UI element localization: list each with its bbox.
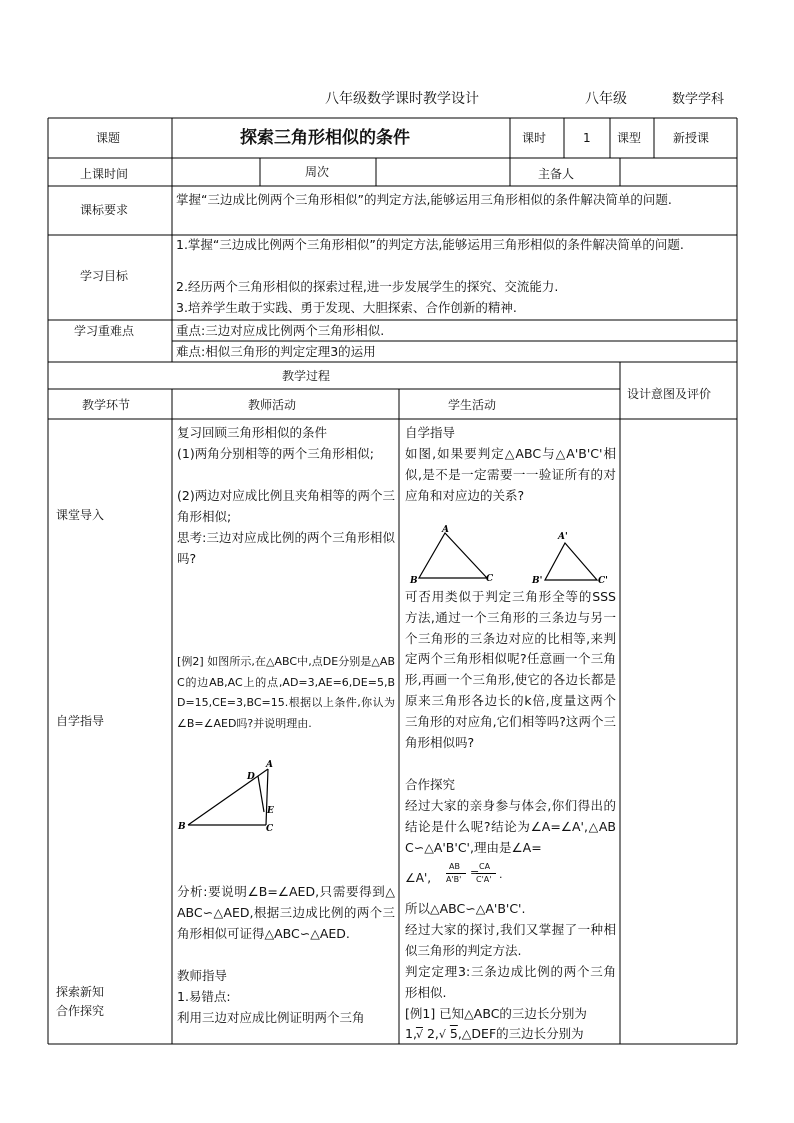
- frac1-num: AB: [449, 862, 460, 871]
- preparer-label: 主备人: [538, 167, 575, 181]
- class-time-label: 上课时间: [80, 167, 129, 181]
- fig3-label-c: C: [266, 824, 274, 834]
- student-example-1-cont: 1,√ 2,√ 5,△DEF的三边长分别为: [405, 1026, 584, 1041]
- student-question: 如图,如果要判定△ABC与△A'B'C'相似,是不是一定需要一一验证所有的对应角和对应边的关系?: [405, 446, 616, 503]
- hours-label: 课时: [522, 131, 547, 145]
- week-label: 周次: [305, 165, 330, 179]
- fig2-label-a: A': [558, 532, 568, 542]
- frac2-den: C'A': [476, 875, 492, 884]
- figure-triangle-ade: [174, 755, 284, 837]
- fig1-label-c: C: [486, 574, 494, 584]
- fig3-label-d: D: [247, 772, 255, 782]
- frac-eq: =: [470, 866, 480, 879]
- theorem-3: 判定定理3:三条边成比例的两个三角形相似.: [405, 964, 616, 1000]
- subject: 数学学科: [672, 92, 725, 107]
- goals-label: 学习目标: [80, 269, 129, 283]
- topic-label: 课题: [96, 131, 121, 145]
- fraction-expression: [446, 862, 516, 890]
- student-self-study: 自学指导: [405, 425, 456, 440]
- type-label: 课型: [617, 131, 642, 145]
- goal-3: 3.培养学生敢于实践、勇于发现、大胆探索、合作创新的精神.: [176, 300, 517, 315]
- process-label: 教学过程: [282, 369, 331, 383]
- fig3-label-e: E: [267, 806, 274, 816]
- student-summary: 经过大家的探讨,我们又掌握了一种相似三角形的判定方法.: [405, 922, 616, 958]
- hours-value: 1: [583, 131, 591, 145]
- student-reason-angle: ∠A',: [405, 871, 432, 885]
- fig2-label-c: C': [598, 576, 608, 586]
- lesson-topic: 探索三角形相似的条件: [240, 128, 410, 148]
- goal-1: 1.掌握“三边成比例两个三角形相似”的判定方法,能够运用三角形相似的条件解决简单的问题.: [176, 237, 684, 252]
- student-cooperate: 合作探究: [405, 777, 456, 792]
- frac-end: .: [499, 868, 503, 881]
- teacher-analysis: 分析:要说明∠B=∠AED,只需要得到△ABC∽△AED,根据三边成比例的两个三角形相似可证得△ABC∽△AED.: [177, 884, 395, 941]
- student-sss-question: 可否用类似于判定三角形全等的SSS方法,通过一个三角形的三条边与另一个三角形的三条边对应的比相等,来判定两个三角形相似呢?任意画一个三角形,再画一个三角形,使它的各边长都是原来三角形各边长的k倍,度量这两个三角形的对应角,它们相等吗?这两个三角形相似吗?: [405, 589, 616, 750]
- teacher-guidance: 教师指导: [177, 968, 228, 983]
- stage-header: 教学环节: [82, 398, 131, 412]
- student-header: 学生活动: [448, 398, 497, 412]
- frac2-num: CA: [479, 862, 491, 871]
- fig2-label-b: B': [532, 576, 543, 586]
- frac1-den: A'B': [446, 875, 462, 884]
- teacher-think: 思考:三边对应成比例的两个三角形相似吗?: [177, 530, 395, 566]
- stage-explore: 探索新知: [56, 985, 105, 999]
- doc-title: 八年级数学课时教学设计: [325, 91, 479, 107]
- fig3-label-a: A: [266, 760, 273, 770]
- teacher-pitfall: 1.易错点:: [177, 989, 231, 1004]
- teacher-cond-2: (2)两边对应成比例且夹角相等的两个三角形相似;: [177, 488, 395, 524]
- student-therefore: 所以△ABC∽△A'B'C'.: [405, 901, 526, 916]
- stage-intro: 课堂导入: [56, 508, 105, 522]
- standard-label: 课标要求: [80, 203, 129, 217]
- teacher-example-2: [例2] 如图所示,在△ABC中,点DE分别是△ABC的边AB,AC上的点,AD=3,AE=6,DE=5,BD=15,CE=3,BC=15.根据以上条件,你认为∠B=∠AED吗?并说明理由.: [177, 655, 395, 730]
- stage-self-study: 自学指导: [56, 714, 105, 728]
- fig3-label-b: B: [178, 822, 186, 832]
- type-value: 新授课: [673, 131, 710, 145]
- student-example-1: [例1] 已知△ABC的三边长分别为: [405, 1006, 587, 1021]
- keypoints-label: 学习重难点: [74, 324, 135, 338]
- student-conclusion: 经过大家的亲身参与体会,你们得出的结论是什么呢?结论为∠A=∠A',△ABC∽△A'B'C',理由是∠A=: [405, 798, 616, 855]
- figure-similar-triangles: [405, 525, 615, 587]
- stage-cooperate: 合作探究: [56, 1004, 105, 1018]
- difficult-point: 难点:相似三角形的判定定理3的运用: [176, 344, 376, 359]
- goal-2: 2.经历两个三角形相似的探索过程,进一步发展学生的探究、交流能力.: [176, 279, 559, 294]
- grade: 八年级: [585, 91, 627, 107]
- teacher-pitfall-text: 利用三边对应成比例证明两个三角: [177, 1010, 365, 1025]
- design-label: 设计意图及评价: [627, 387, 712, 401]
- teacher-cond-1: (1)两角分别相等的两个三角形相似;: [177, 446, 374, 461]
- key-point: 重点:三边对应成比例两个三角形相似.: [176, 323, 385, 338]
- standard-text: 掌握“三边成比例两个三角形相似”的判定方法,能够运用三角形相似的条件解决简单的问题.: [176, 192, 672, 207]
- teacher-header: 教师活动: [248, 398, 297, 412]
- teacher-review: 复习回顾三角形相似的条件: [177, 425, 328, 440]
- fig1-label-b: B: [410, 576, 418, 586]
- fig1-label-a: A: [442, 525, 449, 535]
